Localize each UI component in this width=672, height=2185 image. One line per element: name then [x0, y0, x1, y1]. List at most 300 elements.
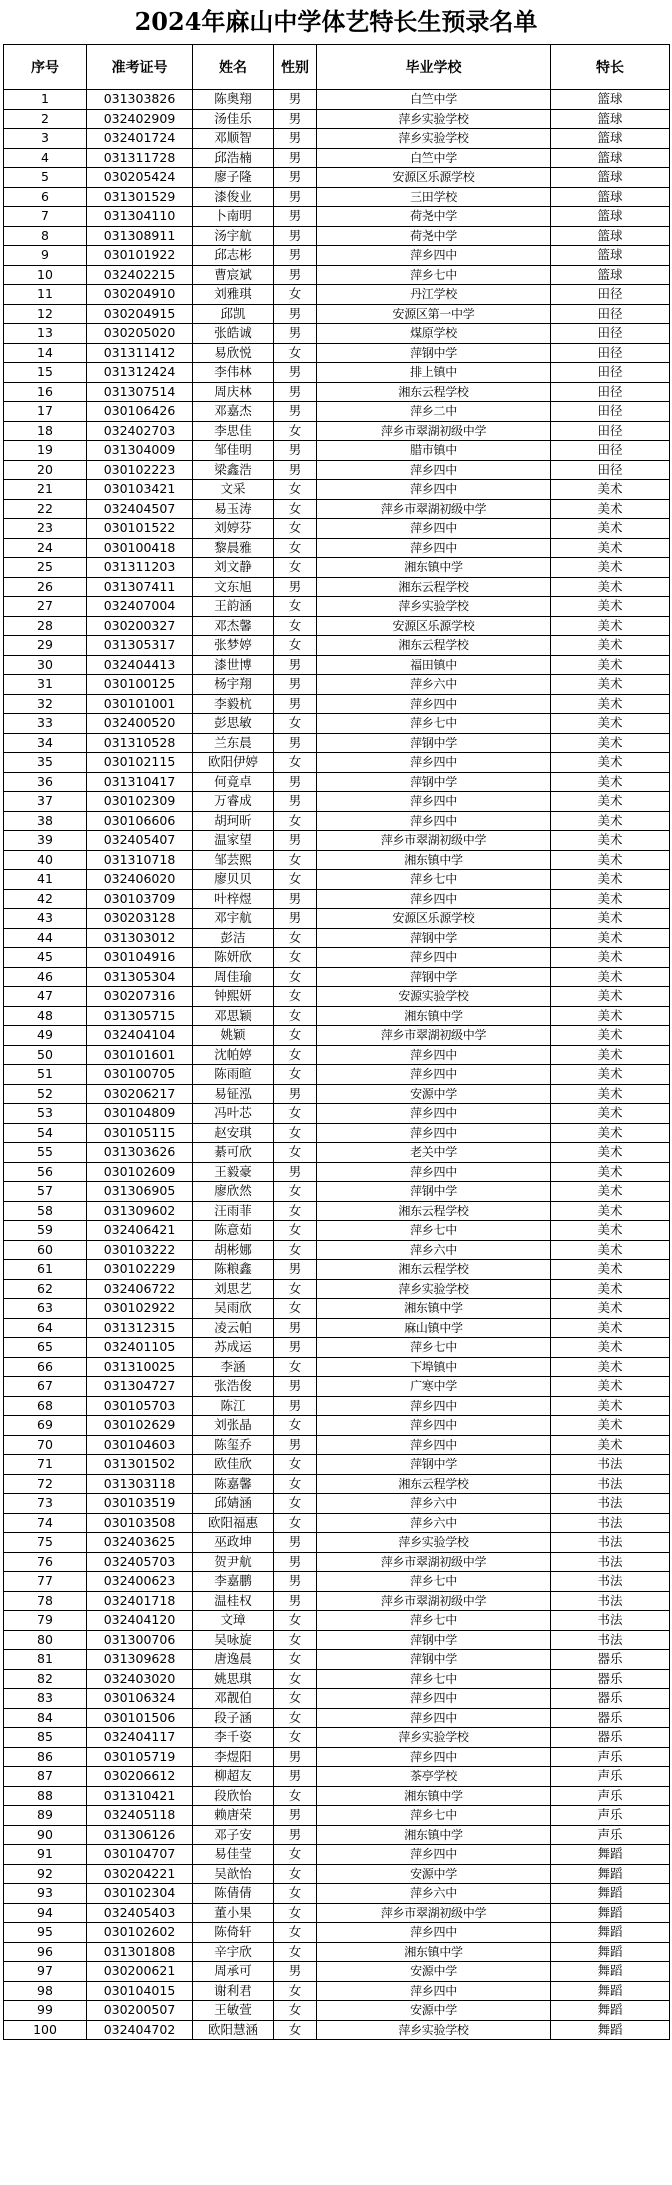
table-row: [4, 363, 670, 383]
table-row: [4, 558, 670, 578]
cell-school: 萍乡六中: [317, 1494, 551, 1514]
cell-school: 湘东云程学校: [317, 1260, 551, 1280]
cell-gender: 女: [274, 2020, 317, 2040]
cell-school: 萍乡四中: [317, 246, 551, 266]
cell-school: 萍乡七中: [317, 1611, 551, 1631]
cell-specialty: 美术: [551, 1143, 670, 1163]
cell-gender: 男: [274, 772, 317, 792]
cell-gender: 女: [274, 558, 317, 578]
cell-name: 李思佳: [193, 421, 274, 441]
cell-name: 赵安琪: [193, 1123, 274, 1143]
cell-school: 萍乡七中: [317, 265, 551, 285]
cell-name: 刘思艺: [193, 1279, 274, 1299]
table-row: [4, 460, 670, 480]
cell-index: 34: [4, 733, 87, 753]
cell-name: 贺尹航: [193, 1552, 274, 1572]
cell-school: 萍钢中学: [317, 928, 551, 948]
cell-index: 57: [4, 1182, 87, 1202]
table-row: [4, 1143, 670, 1163]
cell-specialty: 书法: [551, 1494, 670, 1514]
cell-specialty: 美术: [551, 1201, 670, 1221]
cell-name: 邓杰馨: [193, 616, 274, 636]
cell-school: 萍乡七中: [317, 1221, 551, 1241]
cell-gender: 女: [274, 421, 317, 441]
cell-exam-id: 032400520: [87, 714, 193, 734]
cell-exam-id: 032402215: [87, 265, 193, 285]
cell-gender: 女: [274, 1201, 317, 1221]
cell-index: 86: [4, 1747, 87, 1767]
cell-name: 陈倚轩: [193, 1923, 274, 1943]
cell-school: 萍乡市翠湖初级中学: [317, 421, 551, 441]
table-row: [4, 577, 670, 597]
cell-index: 83: [4, 1689, 87, 1709]
cell-gender: 女: [274, 636, 317, 656]
table-row: [4, 1240, 670, 1260]
cell-specialty: 书法: [551, 1513, 670, 1533]
cell-school: 萍钢中学: [317, 1650, 551, 1670]
cell-gender: 女: [274, 1903, 317, 1923]
cell-name: 刘雅琪: [193, 285, 274, 305]
cell-specialty: 篮球: [551, 148, 670, 168]
cell-specialty: 美术: [551, 889, 670, 909]
cell-index: 44: [4, 928, 87, 948]
cell-gender: 女: [274, 1864, 317, 1884]
cell-name: 张皓诚: [193, 324, 274, 344]
cell-index: 53: [4, 1104, 87, 1124]
cell-gender: 男: [274, 1318, 317, 1338]
cell-school: 萍乡四中: [317, 1416, 551, 1436]
cell-specialty: 美术: [551, 1045, 670, 1065]
cell-name: 周佳瑜: [193, 967, 274, 987]
cell-specialty: 田径: [551, 343, 670, 363]
cell-exam-id: 030103519: [87, 1494, 193, 1514]
cell-exam-id: 031306126: [87, 1825, 193, 1845]
cell-index: 48: [4, 1006, 87, 1026]
cell-name: 李千姿: [193, 1728, 274, 1748]
cell-gender: 男: [274, 207, 317, 227]
cell-specialty: 美术: [551, 987, 670, 1007]
header-specialty: 特长: [551, 45, 670, 90]
cell-exam-id: 031303626: [87, 1143, 193, 1163]
cell-school: 安源区乐源学校: [317, 616, 551, 636]
cell-index: 61: [4, 1260, 87, 1280]
cell-school: 萍乡实验学校: [317, 1279, 551, 1299]
table-row: [4, 753, 670, 773]
cell-gender: 女: [274, 1474, 317, 1494]
cell-exam-id: 030102309: [87, 792, 193, 812]
cell-index: 59: [4, 1221, 87, 1241]
cell-school: 萍乡四中: [317, 1162, 551, 1182]
table-row: [4, 1260, 670, 1280]
cell-specialty: 声乐: [551, 1806, 670, 1826]
cell-name: 漆俊业: [193, 187, 274, 207]
cell-name: 刘张晶: [193, 1416, 274, 1436]
cell-index: 37: [4, 792, 87, 812]
cell-specialty: 书法: [551, 1572, 670, 1592]
cell-exam-id: 031307411: [87, 577, 193, 597]
cell-exam-id: 032401718: [87, 1591, 193, 1611]
cell-school: 萍乡四中: [317, 1065, 551, 1085]
cell-index: 98: [4, 1981, 87, 2001]
cell-specialty: 美术: [551, 1006, 670, 1026]
cell-exam-id: 031301502: [87, 1455, 193, 1475]
cell-name: 卜南明: [193, 207, 274, 227]
cell-index: 87: [4, 1767, 87, 1787]
table-row: [4, 772, 670, 792]
cell-school: 萍乡实验学校: [317, 597, 551, 617]
table-row: [4, 148, 670, 168]
cell-specialty: 书法: [551, 1552, 670, 1572]
table-row: [4, 870, 670, 890]
cell-exam-id: 031305317: [87, 636, 193, 656]
cell-school: 萍乡四中: [317, 1923, 551, 1943]
cell-exam-id: 032407004: [87, 597, 193, 617]
cell-name: 沈帕婷: [193, 1045, 274, 1065]
cell-name: 欧阳慧涵: [193, 2020, 274, 2040]
cell-index: 70: [4, 1435, 87, 1455]
cell-gender: 女: [274, 1357, 317, 1377]
cell-index: 10: [4, 265, 87, 285]
cell-school: 湘东镇中学: [317, 850, 551, 870]
cell-specialty: 美术: [551, 1260, 670, 1280]
table-row: [4, 733, 670, 753]
cell-school: 安源区第一中学: [317, 304, 551, 324]
cell-exam-id: 031308911: [87, 226, 193, 246]
cell-exam-id: 030102223: [87, 460, 193, 480]
cell-gender: 女: [274, 1494, 317, 1514]
cell-index: 85: [4, 1728, 87, 1748]
cell-index: 79: [4, 1611, 87, 1631]
cell-exam-id: 030200621: [87, 1962, 193, 1982]
cell-index: 23: [4, 519, 87, 539]
cell-index: 28: [4, 616, 87, 636]
cell-name: 张浩俊: [193, 1377, 274, 1397]
cell-specialty: 美术: [551, 636, 670, 656]
cell-school: 萍乡实验学校: [317, 1533, 551, 1553]
cell-gender: 女: [274, 1123, 317, 1143]
table-header: [4, 45, 670, 90]
cell-school: 腊市镇中: [317, 441, 551, 461]
cell-gender: 女: [274, 499, 317, 519]
table-row: [4, 948, 670, 968]
cell-index: 5: [4, 168, 87, 188]
cell-gender: 男: [274, 1591, 317, 1611]
cell-specialty: 美术: [551, 538, 670, 558]
table-row: [4, 1650, 670, 1670]
cell-specialty: 舞蹈: [551, 1845, 670, 1865]
cell-name: 巫政坤: [193, 1533, 274, 1553]
cell-gender: 男: [274, 1962, 317, 1982]
cell-index: 52: [4, 1084, 87, 1104]
cell-index: 66: [4, 1357, 87, 1377]
cell-name: 吴雨欣: [193, 1299, 274, 1319]
cell-gender: 女: [274, 1182, 317, 1202]
cell-name: 梁鑫浩: [193, 460, 274, 480]
cell-exam-id: 032404507: [87, 499, 193, 519]
cell-index: 16: [4, 382, 87, 402]
cell-specialty: 美术: [551, 1416, 670, 1436]
cell-exam-id: 030206217: [87, 1084, 193, 1104]
cell-index: 67: [4, 1377, 87, 1397]
header-index: 序号: [4, 45, 87, 90]
cell-specialty: 田径: [551, 363, 670, 383]
cell-name: 彭思敏: [193, 714, 274, 734]
cell-school: 丹江学校: [317, 285, 551, 305]
cell-name: 柳超友: [193, 1767, 274, 1787]
cell-school: 萍乡二中: [317, 402, 551, 422]
cell-specialty: 田径: [551, 304, 670, 324]
cell-specialty: 美术: [551, 733, 670, 753]
cell-school: 萍乡四中: [317, 1123, 551, 1143]
cell-specialty: 美术: [551, 1104, 670, 1124]
table-row: [4, 207, 670, 227]
cell-exam-id: 030200327: [87, 616, 193, 636]
cell-name: 段子涵: [193, 1708, 274, 1728]
cell-name: 李毅杭: [193, 694, 274, 714]
cell-exam-id: 030204915: [87, 304, 193, 324]
cell-gender: 女: [274, 1279, 317, 1299]
cell-specialty: 书法: [551, 1455, 670, 1475]
cell-school: 安源区乐源学校: [317, 168, 551, 188]
cell-gender: 女: [274, 1669, 317, 1689]
cell-name: 邹佳明: [193, 441, 274, 461]
cell-school: 萍乡七中: [317, 1572, 551, 1592]
cell-gender: 女: [274, 343, 317, 363]
table-row: [4, 1552, 670, 1572]
cell-exam-id: 031309628: [87, 1650, 193, 1670]
header-gender: 性别: [274, 45, 317, 90]
cell-school: 萍乡七中: [317, 714, 551, 734]
cell-gender: 男: [274, 1260, 317, 1280]
cell-index: 96: [4, 1942, 87, 1962]
cell-school: 广寒中学: [317, 1377, 551, 1397]
cell-name: 邱浩楠: [193, 148, 274, 168]
cell-school: 湘东云程学校: [317, 577, 551, 597]
cell-exam-id: 030100125: [87, 675, 193, 695]
cell-gender: 女: [274, 1221, 317, 1241]
cell-name: 唐逸晨: [193, 1650, 274, 1670]
cell-gender: 女: [274, 1786, 317, 1806]
cell-exam-id: 030104916: [87, 948, 193, 968]
cell-exam-id: 030106606: [87, 811, 193, 831]
cell-name: 邱凯: [193, 304, 274, 324]
cell-gender: 男: [274, 675, 317, 695]
cell-specialty: 美术: [551, 792, 670, 812]
cell-gender: 女: [274, 1728, 317, 1748]
cell-gender: 女: [274, 1006, 317, 1026]
table-row: [4, 1318, 670, 1338]
cell-name: 彭洁: [193, 928, 274, 948]
table-row: [4, 1455, 670, 1475]
cell-gender: 女: [274, 1611, 317, 1631]
cell-specialty: 田径: [551, 441, 670, 461]
cell-school: 萍乡市翠湖初级中学: [317, 1591, 551, 1611]
cell-exam-id: 030101522: [87, 519, 193, 539]
cell-index: 22: [4, 499, 87, 519]
cell-exam-id: 030207316: [87, 987, 193, 1007]
cell-exam-id: 030102229: [87, 1260, 193, 1280]
cell-school: 萍乡四中: [317, 1435, 551, 1455]
cell-exam-id: 031309602: [87, 1201, 193, 1221]
cell-exam-id: 031311728: [87, 148, 193, 168]
cell-gender: 男: [274, 1084, 317, 1104]
cell-gender: 女: [274, 1299, 317, 1319]
cell-school: 排上镇中: [317, 363, 551, 383]
cell-gender: 男: [274, 168, 317, 188]
cell-index: 54: [4, 1123, 87, 1143]
cell-school: 萍乡四中: [317, 1845, 551, 1865]
cell-gender: 女: [274, 1026, 317, 1046]
cell-exam-id: 031301808: [87, 1942, 193, 1962]
cell-exam-id: 032404120: [87, 1611, 193, 1631]
cell-name: 文东旭: [193, 577, 274, 597]
cell-gender: 女: [274, 850, 317, 870]
cell-exam-id: 031300706: [87, 1630, 193, 1650]
cell-specialty: 书法: [551, 1533, 670, 1553]
cell-exam-id: 031312424: [87, 363, 193, 383]
cell-exam-id: 032401105: [87, 1338, 193, 1358]
cell-name: 叶梓煜: [193, 889, 274, 909]
cell-exam-id: 030203128: [87, 909, 193, 929]
cell-specialty: 美术: [551, 753, 670, 773]
cell-exam-id: 030100418: [87, 538, 193, 558]
cell-gender: 女: [274, 1143, 317, 1163]
cell-school: 老关中学: [317, 1143, 551, 1163]
cell-exam-id: 032406020: [87, 870, 193, 890]
cell-specialty: 篮球: [551, 129, 670, 149]
table-row: [4, 655, 670, 675]
cell-school: 萍乡七中: [317, 870, 551, 890]
table-row: [4, 1572, 670, 1592]
cell-specialty: 器乐: [551, 1650, 670, 1670]
cell-specialty: 美术: [551, 1182, 670, 1202]
cell-specialty: 器乐: [551, 1708, 670, 1728]
cell-name: 吴咏旋: [193, 1630, 274, 1650]
cell-index: 42: [4, 889, 87, 909]
cell-gender: 女: [274, 1416, 317, 1436]
table-row: [4, 285, 670, 305]
table-row: [4, 1474, 670, 1494]
cell-school: 湘东镇中学: [317, 1786, 551, 1806]
table-row: [4, 499, 670, 519]
cell-gender: 女: [274, 480, 317, 500]
cell-index: 68: [4, 1396, 87, 1416]
cell-gender: 女: [274, 1708, 317, 1728]
cell-index: 100: [4, 2020, 87, 2040]
cell-specialty: 田径: [551, 421, 670, 441]
cell-specialty: 美术: [551, 1065, 670, 1085]
cell-name: 陈粮鑫: [193, 1260, 274, 1280]
cell-exam-id: 031304009: [87, 441, 193, 461]
table-row: [4, 597, 670, 617]
cell-name: 邓子安: [193, 1825, 274, 1845]
cell-school: 安源中学: [317, 2001, 551, 2021]
cell-specialty: 美术: [551, 655, 670, 675]
cell-index: 11: [4, 285, 87, 305]
table-row: [4, 636, 670, 656]
cell-index: 72: [4, 1474, 87, 1494]
cell-exam-id: 031303012: [87, 928, 193, 948]
cell-gender: 男: [274, 1435, 317, 1455]
cell-name: 陈妍欣: [193, 948, 274, 968]
cell-gender: 男: [274, 909, 317, 929]
cell-school: 萍乡七中: [317, 1669, 551, 1689]
cell-exam-id: 030102629: [87, 1416, 193, 1436]
cell-school: 萍乡四中: [317, 753, 551, 773]
cell-school: 萍乡六中: [317, 675, 551, 695]
cell-specialty: 书法: [551, 1591, 670, 1611]
cell-specialty: 舞蹈: [551, 2020, 670, 2040]
table-row: [4, 1689, 670, 1709]
cell-name: 邱婧涵: [193, 1494, 274, 1514]
cell-name: 邓宇航: [193, 909, 274, 929]
table-row: [4, 1357, 670, 1377]
table-body: [4, 90, 670, 2040]
cell-name: 文采: [193, 480, 274, 500]
cell-school: 萍钢中学: [317, 343, 551, 363]
cell-exam-id: 032405403: [87, 1903, 193, 1923]
cell-name: 李煜阳: [193, 1747, 274, 1767]
cell-gender: 女: [274, 1845, 317, 1865]
cell-specialty: 田径: [551, 382, 670, 402]
cell-exam-id: 032402909: [87, 109, 193, 129]
cell-gender: 男: [274, 1338, 317, 1358]
table-row: [4, 1747, 670, 1767]
cell-school: 湘东镇中学: [317, 1006, 551, 1026]
cell-name: 邓思颖: [193, 1006, 274, 1026]
cell-name: 凌云帕: [193, 1318, 274, 1338]
cell-specialty: 美术: [551, 870, 670, 890]
cell-school: 湘东云程学校: [317, 636, 551, 656]
table-row: [4, 187, 670, 207]
cell-school: 荷尧中学: [317, 207, 551, 227]
cell-gender: 女: [274, 1942, 317, 1962]
cell-school: 安源中学: [317, 1962, 551, 1982]
cell-name: 邓嘉杰: [193, 402, 274, 422]
cell-exam-id: 031307514: [87, 382, 193, 402]
cell-name: 易钲泓: [193, 1084, 274, 1104]
cell-index: 4: [4, 148, 87, 168]
cell-specialty: 田径: [551, 402, 670, 422]
cell-specialty: 美术: [551, 772, 670, 792]
cell-school: 湘东镇中学: [317, 1825, 551, 1845]
cell-school: 萍乡四中: [317, 1104, 551, 1124]
cell-exam-id: 030102609: [87, 1162, 193, 1182]
cell-index: 51: [4, 1065, 87, 1085]
cell-exam-id: 031301529: [87, 187, 193, 207]
table-row: [4, 1786, 670, 1806]
cell-exam-id: 032403020: [87, 1669, 193, 1689]
cell-index: 84: [4, 1708, 87, 1728]
cell-specialty: 美术: [551, 1377, 670, 1397]
cell-gender: 男: [274, 148, 317, 168]
cell-gender: 女: [274, 1923, 317, 1943]
cell-specialty: 篮球: [551, 226, 670, 246]
cell-school: 萍钢中学: [317, 1455, 551, 1475]
cell-index: 31: [4, 675, 87, 695]
cell-school: 萍钢中学: [317, 1630, 551, 1650]
cell-index: 92: [4, 1864, 87, 1884]
cell-specialty: 美术: [551, 577, 670, 597]
cell-name: 姚颖: [193, 1026, 274, 1046]
cell-gender: 男: [274, 90, 317, 110]
cell-exam-id: 031305715: [87, 1006, 193, 1026]
cell-specialty: 美术: [551, 1026, 670, 1046]
cell-specialty: 美术: [551, 1084, 670, 1104]
cell-school: 萍乡实验学校: [317, 1728, 551, 1748]
cell-gender: 男: [274, 1162, 317, 1182]
cell-name: 李伟林: [193, 363, 274, 383]
